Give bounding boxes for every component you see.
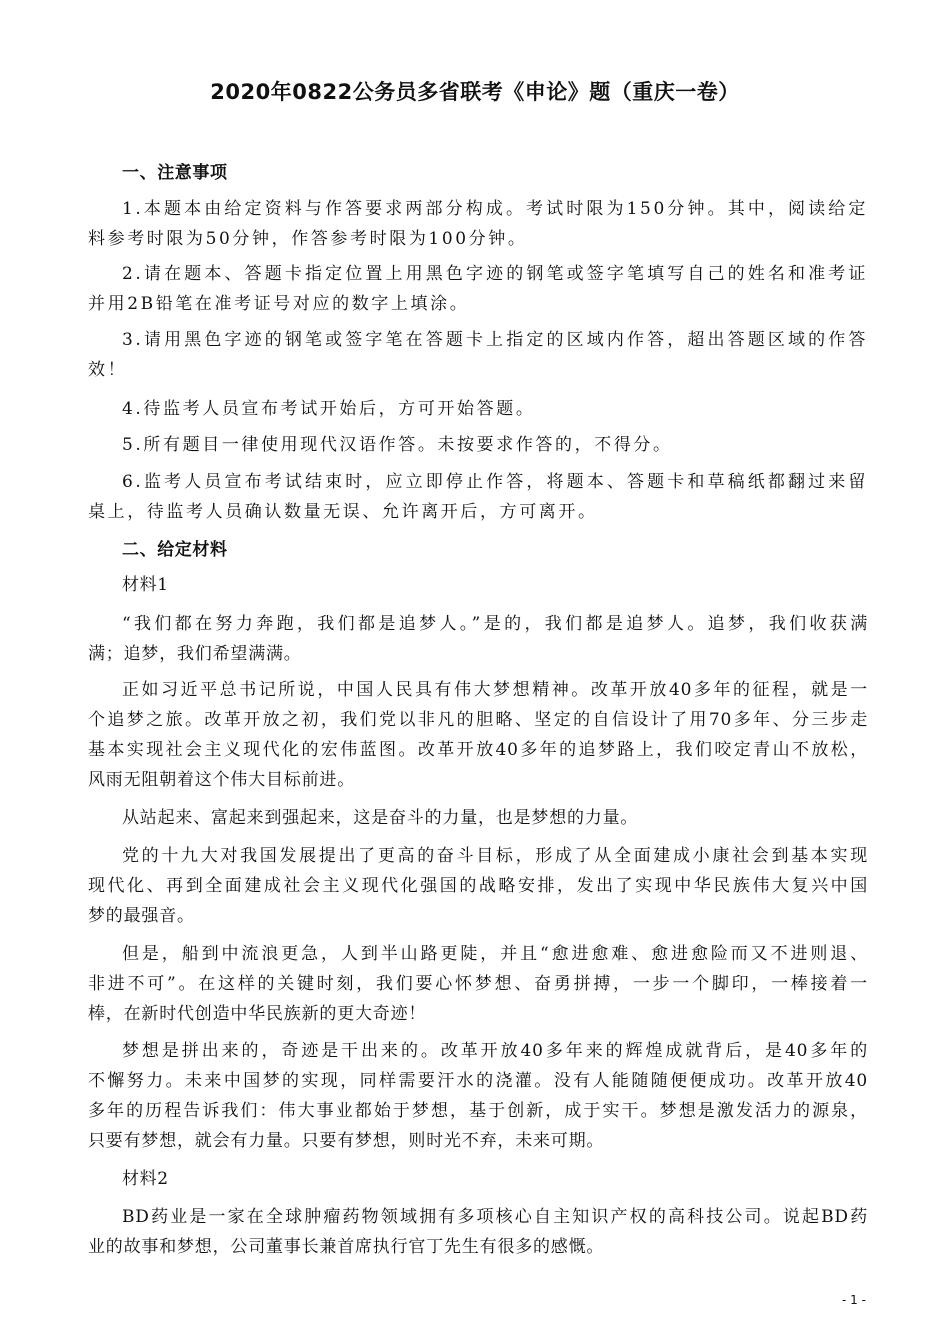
material-1-p1-line-1: “我们都在努力奔跑，我们都是追梦人。”是的，我们都是追梦人。追梦，我们收获满	[122, 614, 868, 634]
material-2-p1-line-2: 业的故事和梦想，公司董事长兼首席执行官丁先生有很多的感慨。	[88, 1237, 605, 1257]
notice-item-6-line-1: 6.监考人员宣布考试结束时，应立即停止作答，将题本、答题卡和草稿纸都翻过来留	[122, 472, 868, 492]
notice-item-5: 5.所有题目一律使用现代汉语作答。未按要求作答的，不得分。	[122, 435, 673, 455]
page-number: - 1 -	[842, 1293, 866, 1307]
notice-item-2-line-1: 2.请在题本、答题卡指定位置上用黑色字迹的钢笔或签字笔填写自己的姓名和准考证	[122, 264, 868, 284]
material-1-p6-line-3: 多年的历程告诉我们：伟大事业都始于梦想，基于创新，成于实干。梦想是激发活力的源泉，	[88, 1101, 868, 1121]
notice-item-3-line-2: 效！	[88, 360, 128, 380]
notice-item-1-line-2: 料参考时限为50分钟，作答参考时限为100分钟。	[88, 229, 528, 249]
notice-item-4: 4.待监考人员宣布考试开始后，方可开始答题。	[122, 399, 536, 419]
notice-item-2-line-2: 并用2B铅笔在准考证号对应的数字上填涂。	[88, 294, 470, 314]
material-1-p6-line-1: 梦想是拼出来的，奇迹是干出来的。改革开放40多年来的辉煌成就背后，是40多年的	[122, 1041, 868, 1061]
page-title: 2020年0822公务员多省联考《申论》题（重庆一卷）	[210, 80, 740, 104]
material-1-p2-line-3: 基本实现社会主义现代化的宏伟蓝图。改革开放40多年的追梦路上，我们咬定青山不放松，	[88, 740, 868, 760]
material-1-p5-line-2: 非进不可”。在这样的关键时刻，我们要心怀梦想、奋勇拼搏，一步一个脚印，一棒接着一	[88, 974, 868, 994]
notice-item-3-line-1: 3.请用黑色字迹的钢笔或签字笔在答题卡上指定的区域内作答，超出答题区域的作答	[122, 330, 868, 350]
material-1-p5-line-1: 但是，船到中流浪更急，人到半山路更陡，并且“愈进愈难、愈进愈险而又不进则退、	[122, 944, 868, 964]
notice-item-1-line-1: 1.本题本由给定资料与作答要求两部分构成。考试时限为150分钟。其中，阅读给定	[122, 199, 868, 219]
material-1-p4-line-3: 梦的最强音。	[88, 906, 195, 926]
material-1-p1-line-2: 满；追梦，我们希望满满。	[88, 644, 302, 664]
material-1-p5-line-3: 棒，在新时代创造中华民族新的更大奇迹！	[88, 1004, 427, 1024]
material-1-p2-line-4: 风雨无阻朝着这个伟大目标前进。	[88, 770, 355, 790]
material-1-p3: 从站起来、富起来到强起来，这是奋斗的力量，也是梦想的力量。	[122, 808, 639, 828]
material-1-p6-line-2: 不懈努力。未来中国梦的实现，同样需要汗水的浇灌。没有人能随随便便成功。改革开放40	[88, 1071, 868, 1091]
material-2-label: 材料2	[122, 1169, 169, 1189]
notice-item-6-line-2: 桌上，待监考人员确认数量无误、允许离开后，方可离开。	[88, 502, 598, 522]
material-1-p4-line-2: 现代化、再到全面建成社会主义现代化强国的战略安排，发出了实现中华民族伟大复兴中国	[88, 876, 868, 896]
material-1-p4-line-1: 党的十九大对我国发展提出了更高的奋斗目标，形成了从全面建成小康社会到基本实现	[122, 846, 868, 866]
material-2-p1-line-1: BD药业是一家在全球肿瘤药物领域拥有多项核心自主知识产权的高科技公司。说起BD药	[122, 1207, 868, 1227]
material-1-p2-line-1: 正如习近平总书记所说，中国人民具有伟大梦想精神。改革开放40多年的征程，就是一	[122, 680, 868, 700]
section-heading-materials: 二、给定材料	[122, 540, 228, 560]
material-1-p2-line-2: 个追梦之旅。改革开放之初，我们党以非凡的胆略、坚定的自信设计了用70多年、分三步走	[88, 710, 868, 730]
section-heading-notice: 一、注意事项	[122, 163, 228, 183]
material-1-label: 材料1	[122, 575, 169, 595]
material-1-p6-line-4: 只要有梦想，就会有力量。只要有梦想，则时光不弃，未来可期。	[88, 1131, 605, 1151]
